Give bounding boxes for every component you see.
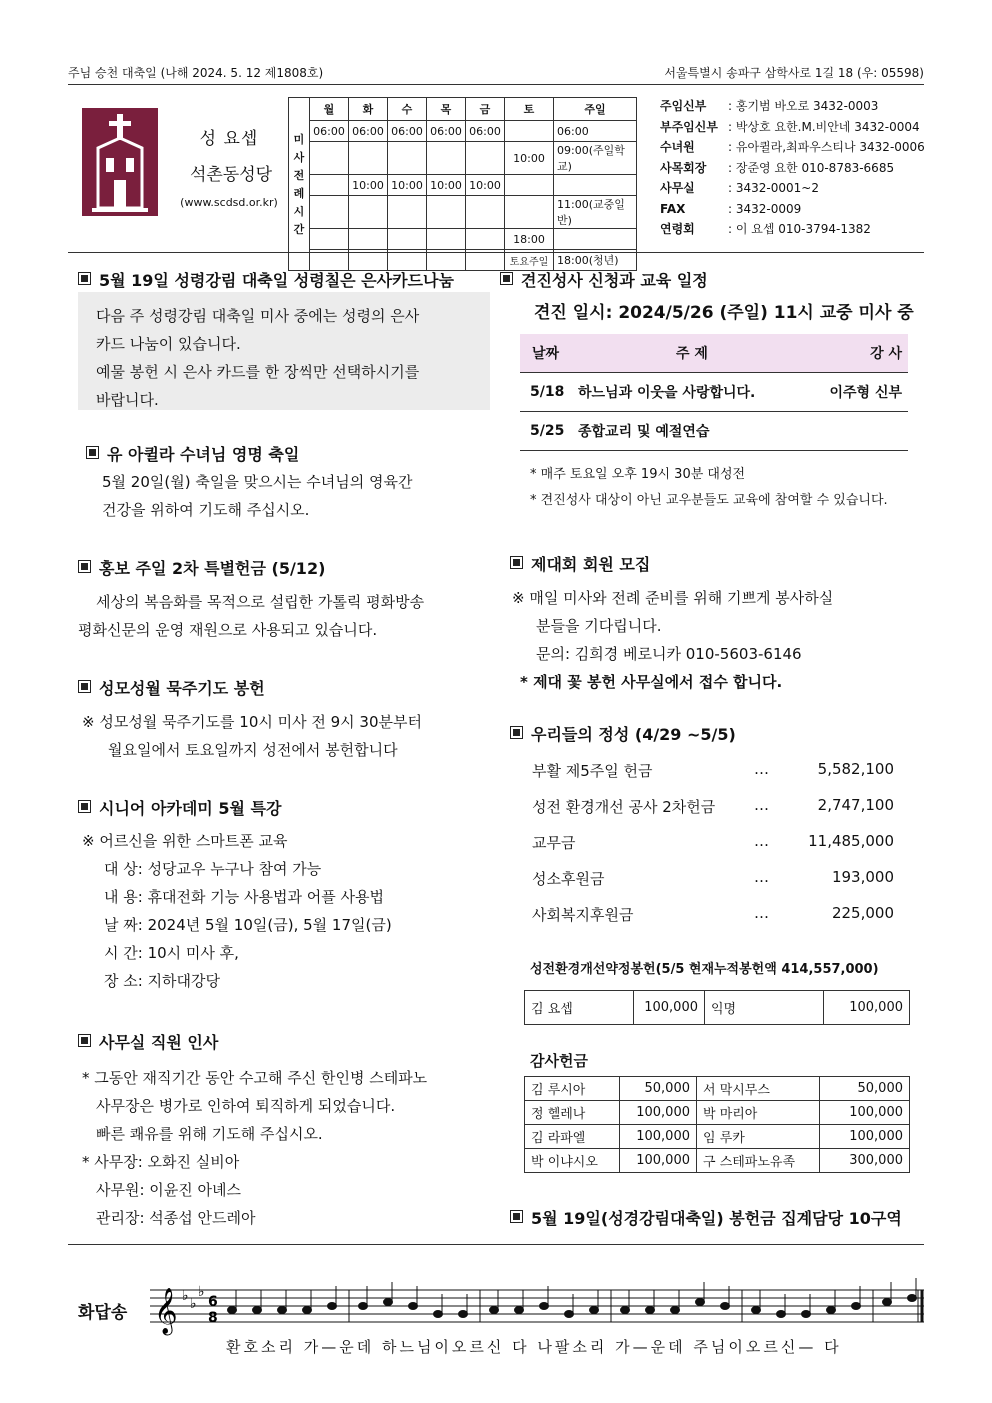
note-head [621, 1307, 630, 1314]
thanks-title: 감사헌금 [530, 1052, 588, 1070]
table-row: 5/25 종합교리 및 예절연습 [520, 412, 908, 451]
donor-amount: 100,000 [824, 991, 910, 1025]
note-head [827, 1307, 836, 1314]
feast-text: 5월 20일(월) 축일을 맞으시는 수녀님의 영육간 건강을 위하여 기도해 주십시오. [102, 473, 413, 519]
mass-time [554, 229, 637, 250]
senior-text: ※ 어르신을 위한 스마트폰 교육 대 상: 성당교우 누구나 참여 가능 내 용: 휴대전화 기능 사용법과 어플 사용법 날 짜: 2024년 5월 10일(금), 5월 17일(금) 시 간: 10시 미사 후, 장 소: 지하대강당 [82, 832, 392, 990]
staff-row: 수녀원 : 유아퀼라,최파우스티나 3432-0006 [660, 140, 925, 154]
mass-time: 09:00(주일학교) [554, 142, 637, 175]
mass-time [349, 142, 388, 175]
donor-name: 김 루시아 [525, 1077, 620, 1101]
pledge-title: 성전환경개선약정봉헌(5/5 현재누적봉헌액 414,557,000) [530, 962, 879, 977]
note-head [434, 1311, 443, 1318]
note-head [328, 1303, 337, 1310]
svg-text:6: 6 [208, 1294, 218, 1310]
mass-time [466, 142, 505, 175]
note-head [359, 1303, 368, 1310]
mass-time [505, 196, 554, 229]
note-head [490, 1307, 499, 1314]
day-thu: 목 [427, 98, 466, 121]
note-head [777, 1311, 786, 1318]
mass-time: 18:00 [505, 229, 554, 250]
mass-time: 06:00 [466, 121, 505, 142]
collection-text: 세상의 복음화를 목적으로 설립한 가톨릭 평화방송 평화신문의 운영 재원으로 사용되고 있습니다. [78, 593, 425, 639]
donor-amount: 50,000 [820, 1077, 910, 1101]
mass-time [388, 142, 427, 175]
mass-time [466, 196, 505, 229]
staff-row: 사무실 : 3432-0001~2 [660, 181, 819, 195]
day-sun: 주일 [554, 98, 637, 121]
svg-text:♭: ♭ [198, 1284, 205, 1300]
donor-name: 김 요셉 [525, 991, 634, 1025]
hymn-score [150, 1276, 926, 1336]
confirmation-notes: * 매주 토요일 오후 19시 30분 대성전 * 견진성사 대상이 아닌 교우분들도 교육에 참여할 수 있습니다. [530, 467, 888, 508]
altar-text: ※ 매일 미사와 전례 준비를 위해 기쁘게 봉사하실 분들을 기다립니다. 문의: 김희경 베로니카 010-5603-6146 * 제대 꽃 봉헌 사무실에서 접수 합니다. [512, 589, 834, 691]
section-title-offering: 우리들의 정성 (4/29 ~5/5) [510, 722, 736, 745]
donor-name: 박 이냐시오 [525, 1149, 620, 1173]
mass-time [466, 229, 505, 250]
staff-row: 사목회장 : 장준영 요한 010-8783-6685 [660, 160, 895, 175]
mass-side-label: 미 사 전 례 시 간 [289, 98, 310, 271]
office-text: * 그동안 재직기간 동안 수고해 주신 한인병 스테파노 사무장은 병가로 인하여 퇴직하게 되었습니다. 빠른 쾌유를 위해 기도해 주십시오. * 사무장: 오화진 실비아 사무원: 이윤진 아녜스 관리장: 석종섭 안드레아 [82, 1069, 428, 1227]
note-head [883, 1299, 892, 1306]
table-header-row: 날짜 주 제 강 사 [520, 334, 908, 372]
mass-time: 18:00(청년) [554, 250, 637, 271]
mass-time: 10:00 [505, 142, 554, 175]
church-address: 서울특별시 송파구 삼학사로 1길 18 (우: 05598) [664, 66, 924, 80]
donor-name: 임 루카 [697, 1125, 820, 1149]
note-head [384, 1299, 393, 1306]
note-head [721, 1303, 730, 1310]
offering-row: 사회복지후원금 … 225,000 [532, 904, 894, 924]
mass-time [554, 175, 637, 196]
mass-time: 11:00(교중일반) [554, 196, 637, 229]
day-sat: 토 [505, 98, 554, 121]
mass-time [388, 196, 427, 229]
header-rule [68, 84, 924, 85]
mass-time [310, 142, 349, 175]
hymn-lyrics: 환호소리 가—운데 하느님이오르신 다 나팔소리 가—운데 주님이오르신— 다 [226, 1338, 842, 1356]
section-title-confirmation: 견진성사 신청과 교육 일정 [500, 268, 708, 291]
donor-amount: 100,000 [620, 1149, 697, 1173]
note-head [253, 1307, 262, 1314]
section-title-senior: 시니어 아카데미 5월 특강 [78, 796, 281, 819]
note-head [590, 1307, 599, 1314]
thanks-table [524, 1076, 910, 1173]
day-tue: 화 [349, 98, 388, 121]
duty-notice: 5월 19일(성경강림대축일) 봉헌금 집계담당 10구역 [510, 1206, 902, 1229]
church-name-parish: 석촌동성당 [189, 165, 273, 185]
mass-time [427, 229, 466, 250]
svg-text:𝄞: 𝄞 [154, 1288, 178, 1334]
donor-amount: 100,000 [620, 1125, 697, 1149]
footer-rule [68, 1244, 924, 1245]
svg-text:8: 8 [208, 1310, 218, 1326]
donor-amount: 100,000 [820, 1125, 910, 1149]
donor-amount: 300,000 [820, 1149, 910, 1173]
mass-time [505, 121, 554, 142]
day-fri: 금 [466, 98, 505, 121]
confirmation-date: 견진 일시: 2024/5/26 (주일) 11시 교중 미사 중 [534, 303, 914, 323]
staff-row: FAX : 3432-0009 [660, 201, 802, 216]
donor-amount: 100,000 [620, 1101, 697, 1125]
mass-time [310, 175, 349, 196]
mass-time: 10:00 [427, 175, 466, 196]
donor-name: 정 헬레나 [525, 1101, 620, 1125]
donor-name: 김 라파엘 [525, 1125, 620, 1149]
mass-time: 10:00 [349, 175, 388, 196]
svg-text:♭: ♭ [182, 1288, 189, 1304]
mass-time: 06:00 [349, 121, 388, 142]
gift-card-text: 다음 주 성령강림 대축일 미사 중에는 성령의 은사 카드 나눔이 있습니다. 예물 봉헌 시 은사 카드를 한 장씩만 선택하시기를 바랍니다. [96, 307, 420, 409]
note-head [671, 1307, 680, 1314]
donor-name: 구 스테파노유족 [697, 1149, 820, 1173]
note-head [515, 1307, 524, 1314]
donor-amount: 50,000 [620, 1077, 697, 1101]
mass-time: 06:00 [427, 121, 466, 142]
section-title-collection: 홍보 주일 2차 특별헌금 (5/12) [78, 556, 325, 579]
section-title-gift-cards: 5월 19일 성령강림 대축일 성령칠은 은사카드나눔 [78, 268, 454, 291]
mass-time [310, 196, 349, 229]
donor-amount: 100,000 [634, 991, 705, 1025]
note-head [802, 1311, 811, 1318]
donor-amount: 100,000 [820, 1101, 910, 1125]
note-head [696, 1299, 705, 1306]
confirmation-schedule-table [520, 334, 908, 451]
note-head [409, 1303, 418, 1310]
staff-row: 연령회 : 이 요셉 010-3794-1382 [660, 222, 871, 236]
pledge-table [524, 990, 910, 1025]
mass-time: 06:00 [310, 121, 349, 142]
note-head [852, 1303, 861, 1310]
mass-time: 10:00 [466, 175, 505, 196]
day-wed: 수 [388, 98, 427, 121]
svg-text:♭: ♭ [190, 1296, 197, 1312]
section-title-rosary: 성모성월 묵주기도 봉헌 [78, 676, 265, 699]
mass-time [349, 196, 388, 229]
section-rule [68, 252, 924, 253]
day-mon: 월 [310, 98, 349, 121]
section-title-office: 사무실 직원 인사 [78, 1030, 218, 1053]
note-head [540, 1303, 549, 1310]
donor-name: 익명 [705, 991, 824, 1025]
mass-time [427, 142, 466, 175]
mass-time: 토요주일 [505, 250, 554, 271]
note-head [908, 1295, 917, 1302]
note-head [459, 1311, 468, 1318]
rosary-text: ※ 성모성월 묵주기도를 10시 미사 전 9시 30분부터 월요일에서 토요일까지 성전에서 봉헌합니다 [82, 713, 422, 759]
offering-row: 성전 환경개선 공사 2차헌금 … 2,747,100 [532, 796, 894, 816]
offering-row: 교무금 … 11,485,000 [532, 832, 894, 852]
note-head [303, 1307, 312, 1314]
section-title-altar: 제대회 회원 모집 [510, 552, 650, 575]
section-title-feast: 유 아퀼라 수녀님 영명 축일 [86, 442, 299, 465]
note-head [752, 1307, 761, 1314]
mass-time [505, 175, 554, 196]
note-head [228, 1307, 237, 1314]
donor-name: 박 마리아 [697, 1101, 820, 1125]
staff-row: 부주임신부 : 박상호 요한.M.비안네 3432-0004 [660, 119, 920, 134]
mass-time: 10:00 [388, 175, 427, 196]
issue-info: 주님 승천 대축일 (나해 2024. 5. 12 제1808호) [68, 66, 324, 80]
offering-row: 성소후원금 … 193,000 [532, 868, 894, 888]
note-head [278, 1307, 287, 1314]
mass-time [349, 229, 388, 250]
mass-time [310, 229, 349, 250]
note-head [565, 1311, 574, 1318]
mass-time: 06:00 [388, 121, 427, 142]
church-name: 성 요셉 [199, 129, 259, 149]
mass-time: 06:00 [554, 121, 637, 142]
mass-time [427, 196, 466, 229]
note-head [646, 1307, 655, 1314]
donor-name: 서 막시무스 [697, 1077, 820, 1101]
hymn-label: 화답송 [78, 1303, 128, 1323]
staff-directory [660, 96, 925, 240]
offering-row: 부활 제5주일 헌금 … 5,582,100 [532, 760, 894, 780]
church-url[interactable]: (www.scdsd.or.kr) [180, 196, 278, 209]
mass-schedule-table [288, 97, 637, 271]
table-row: 5/18 하느님과 이웃을 사랑합니다. 이주형 신부 [520, 372, 908, 412]
mass-time [388, 229, 427, 250]
church-logo [82, 108, 158, 216]
staff-row: 주임신부 : 홍기범 바오로 3432-0003 [660, 99, 879, 113]
